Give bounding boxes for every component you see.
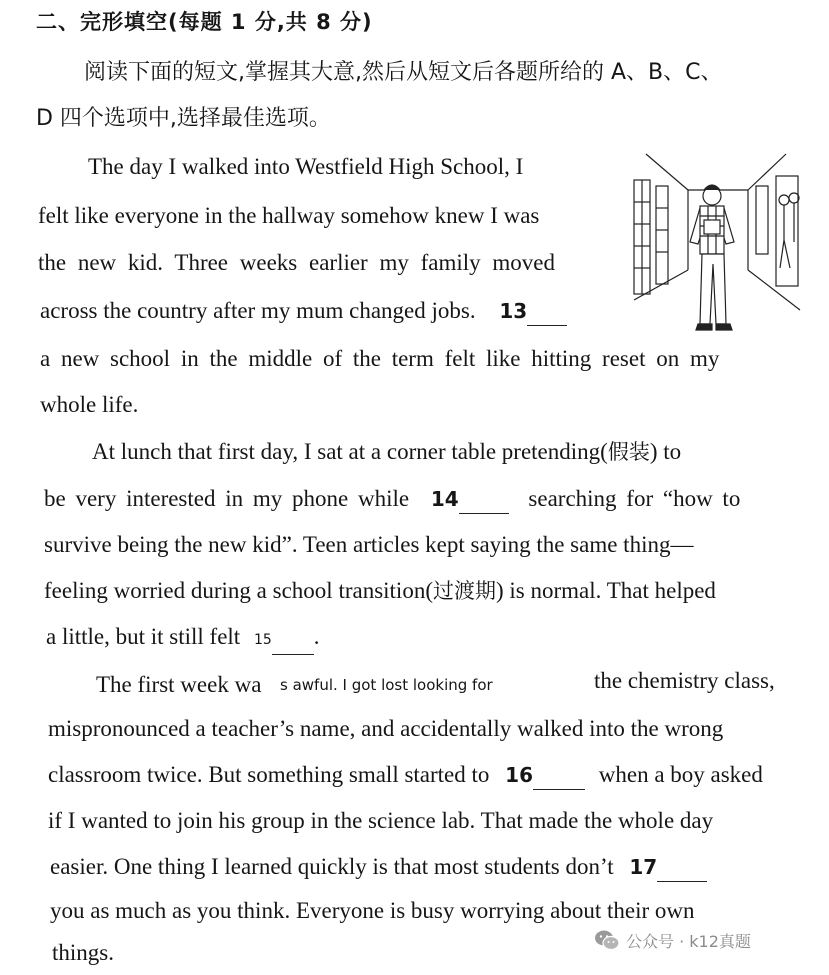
- p3-line-5-text-a: easier. One thing I learned quickly is that most students don’t: [50, 854, 614, 879]
- p2-line-5-text-b: .: [313, 624, 320, 649]
- instruction-line-1: 阅读下面的短文,掌握其大意,然后从短文后各题所给的 A、B、C、: [84, 60, 723, 85]
- wechat-icon: [594, 929, 620, 951]
- watermark: [594, 926, 751, 954]
- p3-line-1a: The first week wa: [96, 672, 262, 697]
- p3-line-1b: the chemistry class,: [594, 668, 775, 693]
- section-heading: 二、完形填空(每题 1 分,共 8 分): [36, 10, 373, 34]
- blank-13-line: [527, 303, 567, 326]
- p1-line-5: a new school in the middle of the term felt like hitting reset on my: [40, 346, 720, 371]
- blank-13[interactable]: [499, 296, 567, 326]
- p1-line-3: the new kid. Three weeks earlier my family moved: [38, 250, 555, 275]
- blank-16[interactable]: [505, 760, 585, 790]
- p2-line-4-text-b: ) is normal. That helped: [495, 578, 716, 603]
- student-in-hallway-illustration: [628, 150, 804, 338]
- p3-line-4: if I wanted to join his group in the science lab. That made the whole day: [48, 808, 714, 833]
- watermark-text: 公众号 · k12真题: [626, 931, 751, 951]
- p2-line-2-text-b: searching for “how to: [528, 486, 741, 511]
- p2-line-5: [46, 622, 320, 655]
- p1-line-1: The day I walked into Westfield High School, I: [88, 154, 524, 179]
- blank-16-line: [533, 767, 585, 790]
- blank-17[interactable]: [629, 852, 707, 882]
- p3-line-7: things.: [52, 940, 114, 965]
- p2-line-1: [92, 437, 681, 467]
- p1-line-4-text: across the country after my mum changed jobs.: [40, 298, 476, 323]
- p2-line-1-cn: 假装: [607, 440, 650, 464]
- p3-line-3-text-a: classroom twice. But something small started to: [48, 762, 490, 787]
- p2-line-1-text-b: ) to: [649, 439, 682, 464]
- p2-line-2: [44, 484, 740, 514]
- blank-14-number: 14: [430, 487, 459, 511]
- p2-line-4-cn: 过渡期: [432, 579, 496, 603]
- blank-15-line: [272, 638, 314, 655]
- blank-15[interactable]: [254, 632, 314, 648]
- p3-line-3: [48, 760, 763, 790]
- text-overlay-patch: s awful. I got lost looking for: [280, 670, 586, 700]
- p2-line-1-text-a: At lunch that first day, I sat at a corner table pretending(: [92, 439, 608, 464]
- instruction-line-2: D 四个选项中,选择最佳选项。: [36, 106, 331, 131]
- blank-13-number: 13: [499, 299, 528, 323]
- p1-line-2: felt like everyone in the hallway somehow knew I was: [38, 203, 540, 228]
- p3-line-6: you as much as you think. Everyone is busy worrying about their own: [50, 898, 695, 923]
- p1-line-4: [40, 296, 567, 326]
- blank-17-number: 17: [629, 855, 658, 879]
- p2-line-4-text-a: feeling worried during a school transition(: [44, 578, 433, 603]
- blank-14[interactable]: [431, 484, 509, 514]
- blank-14-line: [459, 491, 509, 514]
- p2-line-4: [44, 576, 716, 606]
- blank-17-line: [657, 859, 707, 882]
- p2-line-2-text-a: be very interested in my phone while: [44, 486, 410, 511]
- p3-line-5: [50, 852, 707, 882]
- p3-line-2: mispronounced a teacher’s name, and accidentally walked into the wrong: [48, 716, 724, 741]
- p3-line-3-text-b: when a boy asked: [598, 762, 763, 787]
- p1-line-6: whole life.: [40, 392, 139, 417]
- blank-15-number: 15: [253, 632, 272, 648]
- p2-line-3: survive being the new kid”. Teen articles kept saying the same thing—: [44, 532, 694, 557]
- blank-16-number: 16: [505, 763, 533, 787]
- p2-line-5-text-a: a little, but it still felt: [46, 624, 241, 649]
